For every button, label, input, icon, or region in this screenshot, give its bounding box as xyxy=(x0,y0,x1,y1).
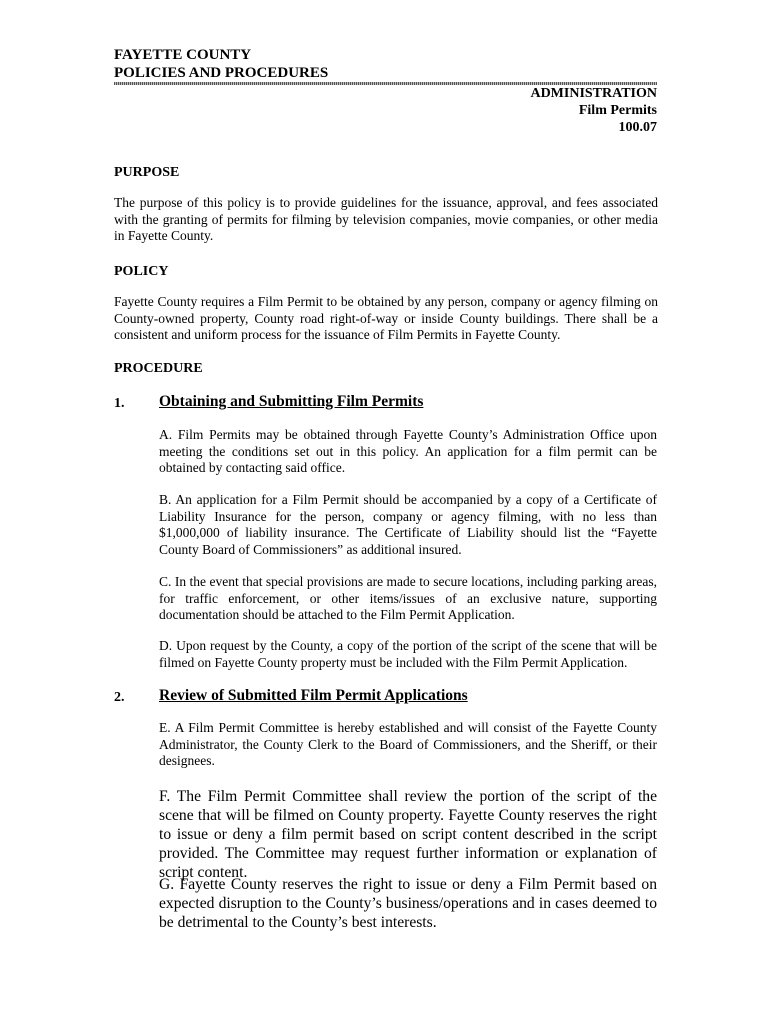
section-number: 1. xyxy=(114,396,125,411)
procedure-item-g: G. Fayette County reserves the right to issue or deny a Film Permit based on expected disruption to the County’s business/operations and in cases deemed to be detrimental to the County’s best interests. xyxy=(159,876,657,931)
department-label: ADMINISTRATION xyxy=(530,86,657,101)
policies-title: POLICIES AND PROCEDURES xyxy=(114,65,329,81)
procedure-item-e: E. A Film Permit Committee is hereby established and will consist of the Fayette County Administrator, the County Clerk to the Board of Commissioners, and the Sheriff, or their designees. xyxy=(159,720,657,769)
org-name: FAYETTE COUNTY xyxy=(114,47,252,63)
procedure-item-f: F. The Film Permit Committee shall review the portion of the script of the scene that will be filmed on County property. Fayette County reserves the right to issue or deny a film permit based on script content described in the script provided. The Committee may request further information or explanation of script content. xyxy=(159,788,657,881)
policy-number: 100.07 xyxy=(618,120,657,135)
procedure-item-d: D. Upon request by the County, a copy of the portion of the script of the scene that will be filmed on Fayette County property must be included with the Film Permit Application. xyxy=(159,638,657,670)
section-title: Review of Submitted Film Permit Applications xyxy=(159,687,468,704)
section-number: 2. xyxy=(114,690,125,705)
purpose-text: The purpose of this policy is to provide guidelines for the issuance, approval, and fees associated with the granting of permits for filming by television companies, movie companies, or other media in Fayette County. xyxy=(114,195,658,244)
policy-title: Film Permits xyxy=(578,103,657,118)
procedure-item-a: A. Film Permits may be obtained through Fayette County’s Administration Office upon meeting the conditions set out in this policy. An application for a film permit can be obtained by contacting said office. xyxy=(159,427,657,476)
procedure-item-c: C. In the event that special provisions are made to secure locations, including parking areas, for traffic enforcement, or other items/issues of an exclusive nature, supporting documentation should be attached to the Film Permit Application. xyxy=(159,574,657,623)
policy-heading: POLICY xyxy=(114,264,169,279)
procedure-item-b: B. An application for a Film Permit should be accompanied by a copy of a Certificate of Liability Insurance for the person, company or agency filming, with no less than $1,000,000 of liability insurance. The Certificate of Liability should list the “Fayette County Board of Commissioners” as additional insured. xyxy=(159,492,657,557)
section-title: Obtaining and Submitting Film Permits xyxy=(159,393,424,410)
procedure-heading: PROCEDURE xyxy=(114,361,203,376)
purpose-heading: PURPOSE xyxy=(114,165,180,180)
policy-text: Fayette County requires a Film Permit to be obtained by any person, company or agency filming on County-owned property, County road right-of-way or inside County buildings. There shall be a consistent and uniform process for the issuance of Film Permits in Fayette County. xyxy=(114,294,658,343)
